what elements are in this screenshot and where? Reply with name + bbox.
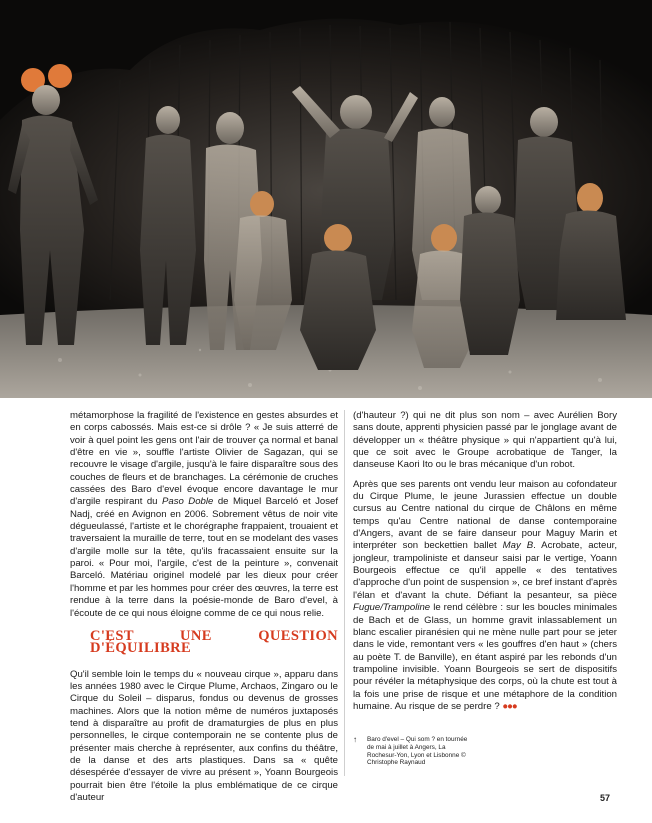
- arrow-up-icon: ↑: [353, 735, 357, 744]
- left-paragraph-2: Qu'il semble loin le temps du « nouveau cirque », apparu dans les années 1980 avec le Cirque Plume, Archaos, Zingaro ou le Cirque du Soleil – disparus, fondus ou devenus de grosses machines. Alors que la notion même de numéros juxtaposés tend à disparaître au profit de dramaturgies de plus en plus personnelles, le cirque contemporain ne se contente plus de présenter mais cherche à représenter, aux confins du théâtre, de la danse et des arts plastiques. Dans sa « quête désespérée d'essayer de vivre au présent », Yoann Bourgeois pourrait bien être l'étoile la plus emblématique de ce cirque d'auteur: [70, 668, 338, 803]
- right-column: [353, 410, 617, 720]
- right-paragraph-2: Après que ses parents ont vendu leur maison au cofondateur du Cirque Plume, le jeune Jurassien effectue un double cursus au Centre national du cirque de Châlons en même temps qu'au Centre national de danse contemporaine d'Angers, avant de se faire danseur pour Maguy Marin et interpréter son beckettien ballet May B. Acrobate, acteur, jongleur, trampoliniste et danseur saisi par le vertige, Yoann Bourgeois effectue ce qu'il appelle « des tentatives d'approche d'un point de suspension », ce bref instant d'après l'élan et d'avant la chute. Défiant la pesanteur, sa pièce Fugue/Trampoline le rend célèbre : sur les boucles minimales de Bach et de Glass, un homme gravit inlassablement un blanc escalier piranésien qui ne mène nulle part pour se jeter dans le vide, remontant vers « les gouffres d'en haut » (chers au poète T. de Banville), en étant aspiré par les rebonds d'un trampoline invisible. Yoann Bourgeois se sert de dispositifs pour révéler la métaphysique des corps, où la chute est tout à la fois une prise de risque et une métaphore de la condition humaine. Au risque de se perdre ? ●●●: [353, 478, 617, 712]
- column-divider: [344, 410, 345, 776]
- page-number: 57: [600, 793, 611, 803]
- stage-photo: [0, 0, 652, 398]
- left-column: [70, 410, 338, 811]
- right-paragraph-1: (d'hauteur ?) qui ne dit plus son nom – avec Aurélien Bory sans doute, apprenti physicien passé par le jonglage avant de développer un « théâtre physique » qui n'appartient qu'à lui, que ce soit avec le Groupe acrobatique de Tanger, la danseuse Kaori Ito ou le bras mécanique d'un robot.: [353, 410, 617, 471]
- stage-photo-clay-performers-icon: [0, 0, 652, 398]
- article-end-mark: ●●●: [502, 700, 517, 712]
- section-subhead: C'EST UNE QUESTION D'ÉQUILIBRE: [90, 627, 338, 657]
- photo-caption: [353, 736, 473, 767]
- photo-caption-text: Baro d'evel – Qui som ? en tournée de mai à juillet à Angers, La Rochesur-Yon, Lyon et Lisbonne © Christophe Raynaud: [367, 736, 468, 767]
- left-paragraph-1: métamorphose la fragilité de l'existence en gestes absurdes et en corps cabossés. Mais est-ce si drôle ? « Je suis atterré de voir à quel point les gens ont l'air de trouver ça normal et banal d'être en vie », souffle l'artiste Olivier de Sagazan, qui se recouvre le visage d'argile, jusqu'à le faire disparaître sous des couches de fleurs et de branchages. La cérémonie de cruches cassées des Baro d'evel évoque encore davantage le mur d'argile respirant du Paso Doble de Miquel Barceló et Josef Nadj, créé en Avignon en 2006. Sobrement vêtus de noir vite dégueulassé, l'artiste et le chorégraphe frappaient, trouaient et traversaient la muraille de terre, tout en se modelant des vases d'argile molle sur la tête, qu'ils fracassaient ensuite sur la paroi. « Pour moi, l'argile, c'est de la peinture », convenait Barceló. Matériau originel modelé par les dieux pour créer l'homme et par les hommes pour créer des œuvres, la terre est rendue à la terre dans la poésie-monde de Baro d'evel, à l'écoute de ce qui nous éloigne comme de ce qui nous relie.: [70, 410, 339, 619]
